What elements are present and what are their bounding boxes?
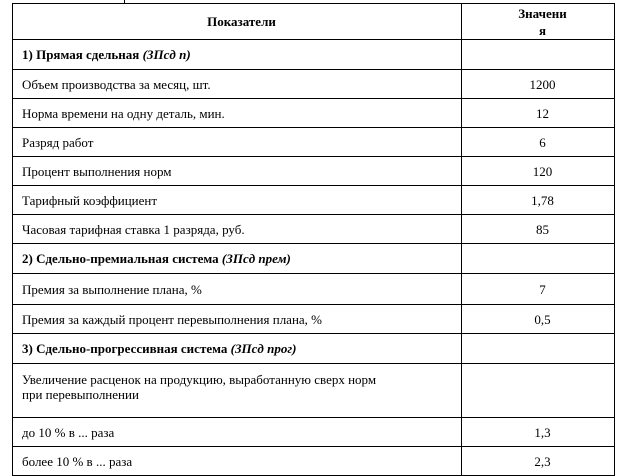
section-title — [13, 334, 462, 364]
section-value-cell — [462, 334, 615, 364]
row-value: 7 — [462, 274, 615, 305]
row-value: 85 — [462, 215, 615, 244]
table-row — [13, 364, 615, 418]
row-name: Премия за каждый процент перевыполнения плана, % — [13, 305, 462, 334]
header-values — [462, 4, 615, 40]
section-title-text: 1) Прямая сдельная — [22, 47, 140, 62]
row-name: более 10 % в ... раза — [13, 447, 462, 476]
table-row — [13, 274, 615, 305]
table-row — [13, 418, 615, 447]
header-values-line1: Значени — [518, 5, 567, 21]
header-indicators: Показатели — [13, 4, 462, 40]
section-title-text: 3) Сдельно-прогрессивная система — [22, 341, 228, 356]
table-row — [13, 447, 615, 476]
section-value-cell — [462, 40, 615, 70]
table-header-row — [13, 4, 615, 40]
row-value: 2,3 — [462, 447, 615, 476]
row-value: 1200 — [462, 70, 615, 99]
row-name — [13, 364, 462, 418]
row-name-line1: Увеличение расценок на продукцию, выработанную сверх норм — [22, 372, 377, 387]
section-row — [13, 334, 615, 364]
table-row — [13, 215, 615, 244]
row-value: 1,3 — [462, 418, 615, 447]
row-value: 0,5 — [462, 305, 615, 334]
row-name: Процент выполнения норм — [13, 157, 462, 186]
row-value: 6 — [462, 128, 615, 157]
section-title — [13, 244, 462, 274]
row-value — [462, 364, 615, 418]
row-name: Норма времени на одну деталь, мин. — [13, 99, 462, 128]
table-row — [13, 157, 615, 186]
section-code: (ЗПсд п) — [142, 47, 191, 62]
row-name: до 10 % в ... раза — [13, 418, 462, 447]
row-value: 120 — [462, 157, 615, 186]
table-row — [13, 99, 615, 128]
section-code: (ЗПсд прем) — [221, 251, 291, 266]
table-row — [13, 305, 615, 334]
section-row — [13, 40, 615, 70]
table-row — [13, 128, 615, 157]
section-code: (ЗПсд прог) — [230, 341, 297, 356]
section-title-text: 2) Сдельно-премиальная система — [22, 251, 219, 266]
header-values-line2: я — [538, 22, 547, 38]
table-row — [13, 70, 615, 99]
row-name: Объем производства за месяц, шт. — [13, 70, 462, 99]
row-name-line2: при перевыполнении — [22, 387, 139, 402]
row-value: 1,78 — [462, 186, 615, 215]
table-row — [13, 186, 615, 215]
parameters-table — [12, 3, 615, 476]
row-name: Разряд работ — [13, 128, 462, 157]
section-title — [13, 40, 462, 70]
row-name: Тарифный коэффициент — [13, 186, 462, 215]
row-value: 12 — [462, 99, 615, 128]
row-name: Премия за выполнение плана, % — [13, 274, 462, 305]
section-row — [13, 244, 615, 274]
row-name: Часовая тарифная ставка 1 разряда, руб. — [13, 215, 462, 244]
section-value-cell — [462, 244, 615, 274]
